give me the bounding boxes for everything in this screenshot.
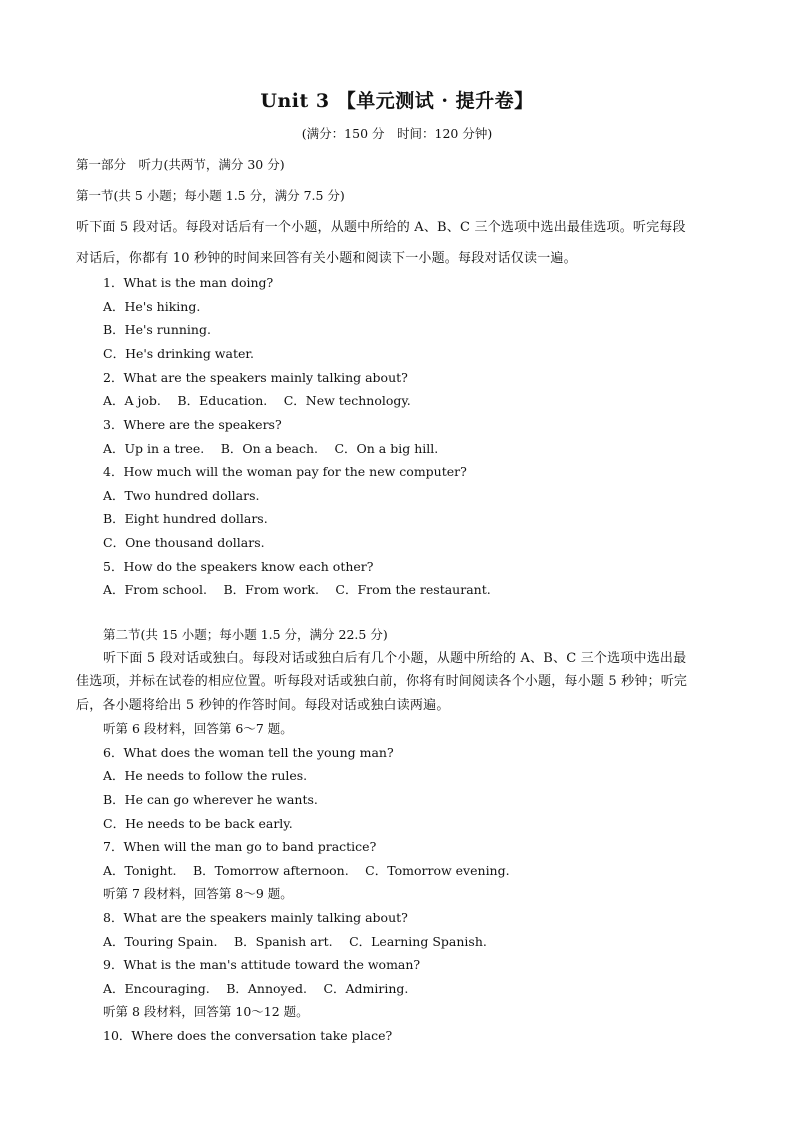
option: B．He can go wherever he wants. [103,792,318,807]
section-heading: 第二节(共 15 小题；每小题 1.5 分，满分 22.5 分) [103,627,388,642]
options-row: A．Tonight. B．Tomorrow afternoon. C．Tomorrow evening. [103,863,510,878]
option: C．He needs to be back early. [103,816,293,831]
section-heading: 第一节(共 5 小题；每小题 1.5 分，满分 7.5 分) [76,188,345,203]
material-note: 听第 8 段材料，回答第 10～12 题。 [103,1004,309,1019]
question: 10．Where does the conversation take place? [103,1028,393,1043]
question: 8．What are the speakers mainly talking about? [103,910,408,925]
instructions-line: 后，各小题将给出 5 秒钟的作答时间。每段对话或独白读两遍。 [76,698,450,713]
question: 9．What is the man's attitude toward the woman? [103,957,421,972]
instructions-line: 对话后，你都有 10 秒钟的时间来回答有关小题和阅读下一小题。每段对话仅读一遍。 [76,251,577,266]
score-time-info: (满分：150 分 时间：120 分钟) [301,126,493,141]
options-row: A．Touring Spain. B．Spanish art. C．Learning Spanish. [103,934,487,949]
part-heading: 第一部分 听力(共两节，满分 30 分) [76,157,285,172]
page-title: Unit 3 【单元测试 · 提升卷】 [260,90,534,112]
question: 1．What is the man doing? [103,275,274,290]
option: A．He's hiking. [103,299,201,314]
instructions-line: 听下面 5 段对话或独白。每段对话或独白后有几个小题，从题中所给的 A、B、C 三个选项中选出最 [103,651,687,666]
option: A．He needs to follow the rules. [103,768,308,783]
question: 5．How do the speakers know each other? [103,559,374,574]
option: A．Two hundred dollars. [103,488,260,503]
instructions-line: 佳选项，并标在试卷的相应位置。听每段对话或独白前，你将有时间阅读各个小题，每小题 5 秒钟；听完 [76,674,688,689]
options-row: A．Encouraging. B．Annoyed. C．Admiring. [103,981,409,996]
options-row: A．From school. B．From work. C．From the restaurant. [103,582,491,597]
material-note: 听第 6 段材料，回答第 6～7 题。 [103,721,293,736]
instructions-line: 听下面 5 段对话。每段对话后有一个小题，从题中所给的 A、B、C 三个选项中选出最佳选项。听完每段 [76,220,686,235]
question: 2．What are the speakers mainly talking about? [103,370,408,385]
options-row: A．Up in a tree. B．On a beach. C．On a big hill. [103,441,439,456]
option: B．Eight hundred dollars. [103,511,268,526]
material-note: 听第 7 段材料，回答第 8～9 题。 [103,886,293,901]
question: 4．How much will the woman pay for the new computer? [103,464,467,479]
question: 7．When will the man go to band practice? [103,839,377,854]
options-row: A．A job. B．Education. C．New technology. [103,393,411,408]
question: 6．What does the woman tell the young man? [103,745,394,760]
option: B．He's running. [103,322,211,337]
question: 3．Where are the speakers? [103,417,282,432]
option: C．He's drinking water. [103,346,254,361]
option: C．One thousand dollars. [103,535,265,550]
